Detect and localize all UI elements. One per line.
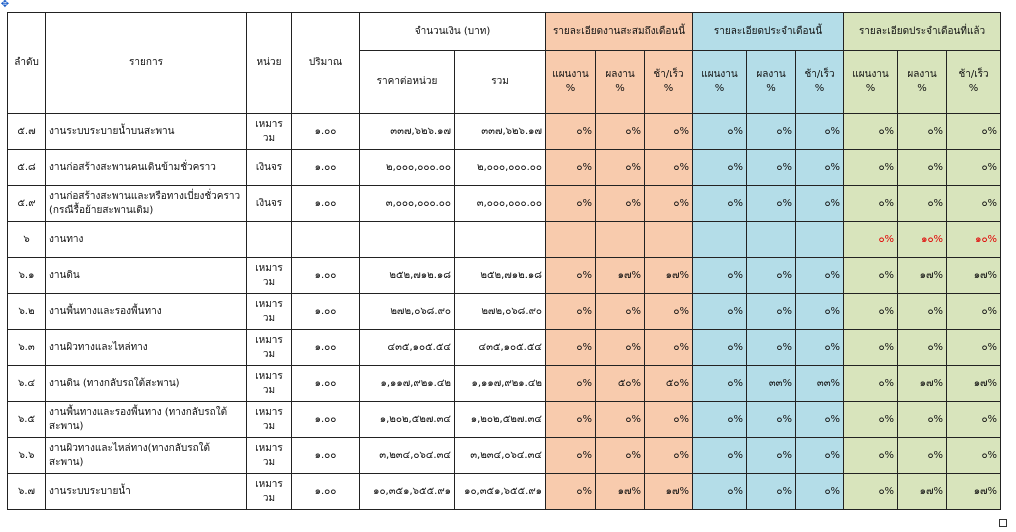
resize-square-icon[interactable] — [999, 519, 1007, 527]
header-last-result: ผลงาน % — [898, 51, 947, 114]
cell-percent[interactable]: ๐% — [693, 258, 747, 294]
cell-percent[interactable]: ๑๗% — [947, 258, 1001, 294]
cell-total[interactable]: ๑๐,๓๕๑,๖๕๕.๙๑ — [455, 474, 546, 510]
cell-percent[interactable]: ๐% — [546, 402, 596, 438]
cell-percent[interactable]: ๐% — [844, 114, 898, 150]
move-arrows-icon[interactable]: ✥ — [0, 0, 10, 10]
cell-total[interactable]: ๓,๐๐๐,๐๐๐.๐๐ — [455, 186, 546, 222]
cell-qty[interactable]: ๑.๐๐ — [292, 114, 360, 150]
cell-percent[interactable]: ๐% — [844, 294, 898, 330]
cell-seq[interactable]: ๖.๑ — [8, 258, 46, 294]
cell-unit-price[interactable]: ๔๓๕,๑๐๕.๕๔ — [360, 330, 455, 366]
cell-percent[interactable]: ๐% — [645, 114, 693, 150]
table-row — [8, 330, 1001, 366]
table-row — [8, 114, 1001, 150]
header-unit-price: ราคาต่อหน่วย — [360, 51, 455, 114]
table-row — [8, 186, 1001, 222]
cell-percent[interactable]: ๑๗% — [898, 366, 947, 402]
cell-percent[interactable]: ๐% — [693, 474, 747, 510]
cell-seq[interactable]: ๕.๘ — [8, 150, 46, 186]
cell-item[interactable]: งานทาง — [46, 222, 247, 258]
header-total: รวม — [455, 51, 546, 114]
cell-total[interactable]: ๑,๒๐๒,๕๒๗.๓๔ — [455, 402, 546, 438]
cell-percent[interactable]: ๐% — [844, 366, 898, 402]
table-row — [8, 294, 1001, 330]
cell-percent[interactable] — [546, 222, 596, 258]
cell-qty[interactable]: ๑.๐๐ — [292, 330, 360, 366]
cell-percent[interactable]: ๐% — [596, 150, 645, 186]
header-qty: ปริมาณ — [292, 13, 360, 114]
cell-qty[interactable]: ๑.๐๐ — [292, 150, 360, 186]
cell-unit-price[interactable] — [360, 222, 455, 258]
progress-table — [7, 12, 1001, 510]
cell-percent[interactable]: ๑๗% — [645, 258, 693, 294]
cell-percent[interactable] — [645, 222, 693, 258]
cell-percent[interactable]: ๐% — [898, 186, 947, 222]
header-month-variance: ช้า/เร็ว % — [796, 51, 844, 114]
cell-percent[interactable]: ๐% — [596, 330, 645, 366]
cell-unit-price[interactable]: ๓,๒๓๔,๐๖๔.๓๔ — [360, 438, 455, 474]
table-body — [8, 114, 1001, 510]
cell-unit-price[interactable]: ๑,๒๐๒,๕๒๗.๓๔ — [360, 402, 455, 438]
cell-unit[interactable]: เหมารวม — [247, 402, 292, 438]
table-row — [8, 366, 1001, 402]
cell-percent[interactable]: ๐% — [796, 114, 844, 150]
cell-percent[interactable]: ๐% — [693, 402, 747, 438]
cell-percent[interactable]: ๑๗% — [596, 474, 645, 510]
cell-unit-price[interactable]: ๓,๐๐๐,๐๐๐.๐๐ — [360, 186, 455, 222]
cell-unit[interactable]: เหมารวม — [247, 366, 292, 402]
cell-unit-price[interactable]: ๑,๑๑๗,๙๒๑.๔๒ — [360, 366, 455, 402]
header-amount-group: จำนวนเงิน (บาท) — [360, 13, 546, 51]
cell-percent[interactable]: ๐% — [947, 438, 1001, 474]
header-group-this-month: รายละเอียดประจำเดือนนี้ — [693, 13, 844, 51]
cell-percent[interactable]: ๐% — [747, 150, 796, 186]
cell-percent[interactable]: ๐% — [898, 330, 947, 366]
cell-item[interactable]: งานพื้นทางและรองพื้นทาง — [46, 294, 247, 330]
cell-percent[interactable]: ๑๗% — [898, 258, 947, 294]
cell-percent[interactable]: ๐% — [693, 150, 747, 186]
cell-unit[interactable]: เหมารวม — [247, 294, 292, 330]
cell-unit[interactable]: เหมารวม — [247, 474, 292, 510]
cell-percent[interactable]: ๐% — [645, 294, 693, 330]
cell-percent[interactable]: ๐% — [596, 402, 645, 438]
cell-seq[interactable]: ๕.๗ — [8, 114, 46, 150]
cell-percent[interactable]: ๐% — [596, 186, 645, 222]
cell-item[interactable]: งานผิวทางและไหล่ทาง(ทางกลับรถใต้สะพาน) — [46, 438, 247, 474]
cell-percent[interactable]: ๑๗% — [596, 258, 645, 294]
table-row — [8, 438, 1001, 474]
cell-percent[interactable]: ๐% — [645, 438, 693, 474]
cell-item[interactable]: งานผิวทางและไหล่ทาง — [46, 330, 247, 366]
cell-qty[interactable]: ๑.๐๐ — [292, 186, 360, 222]
cell-percent[interactable]: ๓๓% — [796, 366, 844, 402]
cell-percent[interactable]: ๐% — [546, 474, 596, 510]
cell-percent[interactable]: ๐% — [947, 114, 1001, 150]
cell-seq[interactable]: ๖.๕ — [8, 402, 46, 438]
cell-unit-price[interactable]: ๑๐,๓๕๑,๖๕๕.๙๑ — [360, 474, 455, 510]
cell-percent[interactable]: ๐% — [844, 186, 898, 222]
cell-percent[interactable]: ๐% — [844, 474, 898, 510]
cell-seq[interactable]: ๖ — [8, 222, 46, 258]
cell-seq[interactable]: ๖.๒ — [8, 294, 46, 330]
cell-item[interactable]: งานก่อสร้างสะพานและหรือทางเบี่ยงชั่วคราว (กรณีรื้อย้ายสะพานเดิม) — [46, 186, 247, 222]
cell-total[interactable]: ๒๕๒,๗๑๒.๑๘ — [455, 258, 546, 294]
cell-percent[interactable]: ๐% — [693, 186, 747, 222]
cell-percent[interactable]: ๐% — [796, 330, 844, 366]
cell-percent[interactable]: ๐% — [796, 258, 844, 294]
cell-percent[interactable]: ๐% — [747, 474, 796, 510]
cell-percent[interactable]: ๑๗% — [947, 366, 1001, 402]
cell-percent[interactable]: ๑๗% — [645, 474, 693, 510]
cell-percent[interactable]: ๐% — [844, 438, 898, 474]
cell-percent[interactable] — [747, 222, 796, 258]
cell-percent[interactable]: ๐% — [546, 330, 596, 366]
cell-percent[interactable]: ๐% — [947, 294, 1001, 330]
cell-unit[interactable]: เงินจร — [247, 150, 292, 186]
cell-percent[interactable]: ๐% — [796, 402, 844, 438]
cell-unit-price[interactable]: ๓๓๗,๖๒๖.๑๗ — [360, 114, 455, 150]
cell-percent[interactable]: ๐% — [898, 438, 947, 474]
cell-percent[interactable]: ๐% — [796, 150, 844, 186]
table-row — [8, 258, 1001, 294]
cell-percent[interactable]: ๕๐% — [645, 366, 693, 402]
cell-qty[interactable]: ๑.๐๐ — [292, 438, 360, 474]
header-item: รายการ — [46, 13, 247, 114]
cell-percent[interactable]: ๐% — [844, 150, 898, 186]
cell-percent[interactable]: ๐% — [747, 114, 796, 150]
cell-percent[interactable]: ๐% — [747, 402, 796, 438]
cell-percent[interactable]: ๐% — [947, 150, 1001, 186]
cell-item[interactable]: งานพื้นทางและรองพื้นทาง (ทางกลับรถใต้สะพาน) — [46, 402, 247, 438]
cell-percent[interactable]: ๐% — [796, 294, 844, 330]
cell-percent[interactable]: ๐% — [747, 258, 796, 294]
cell-qty[interactable]: ๑.๐๐ — [292, 366, 360, 402]
cell-unit[interactable] — [247, 222, 292, 258]
cell-percent[interactable]: ๐% — [747, 186, 796, 222]
cell-percent[interactable]: ๐% — [844, 330, 898, 366]
cell-total[interactable]: ๒๗๒,๐๖๘.๙๐ — [455, 294, 546, 330]
cell-unit-price[interactable]: ๒๕๒,๗๑๒.๑๘ — [360, 258, 455, 294]
cell-percent[interactable]: ๐% — [596, 438, 645, 474]
cell-percent[interactable]: ๐% — [546, 294, 596, 330]
cell-seq[interactable]: ๖.๗ — [8, 474, 46, 510]
header-cum-variance: ช้า/เร็ว % — [645, 51, 693, 114]
cell-percent[interactable]: ๐% — [796, 474, 844, 510]
header-seq: ลำดับ — [8, 13, 46, 114]
cell-item[interactable]: งานดิน — [46, 258, 247, 294]
cell-percent[interactable]: ๑๐% — [898, 222, 947, 258]
cell-percent[interactable]: ๐% — [546, 366, 596, 402]
header-cum-plan: แผนงาน % — [546, 51, 596, 114]
cell-seq[interactable]: ๕.๙ — [8, 186, 46, 222]
cell-percent[interactable]: ๐% — [796, 438, 844, 474]
cell-percent[interactable]: ๐% — [596, 114, 645, 150]
cell-unit[interactable]: เงินจร — [247, 186, 292, 222]
cell-total[interactable]: ๒,๐๐๐,๐๐๐.๐๐ — [455, 150, 546, 186]
cell-total[interactable]: ๑,๑๑๗,๙๒๑.๔๒ — [455, 366, 546, 402]
header-cum-result: ผลงาน % — [596, 51, 645, 114]
cell-unit[interactable]: เหมารวม — [247, 438, 292, 474]
cell-percent[interactable]: ๐% — [596, 294, 645, 330]
cell-percent[interactable]: ๐% — [693, 438, 747, 474]
cell-percent[interactable]: ๐% — [747, 294, 796, 330]
header-last-plan: แผนงาน % — [844, 51, 898, 114]
cell-percent[interactable]: ๐% — [844, 258, 898, 294]
cell-percent[interactable]: ๐% — [947, 402, 1001, 438]
cell-item[interactable]: งานดิน (ทางกลับรถใต้สะพาน) — [46, 366, 247, 402]
table-row — [8, 150, 1001, 186]
cell-percent[interactable]: ๐% — [546, 258, 596, 294]
cell-percent[interactable]: ๕๐% — [596, 366, 645, 402]
cell-percent[interactable]: ๐% — [645, 186, 693, 222]
cell-item[interactable]: งานก่อสร้างสะพานคนเดินข้ามชั่วคราว — [46, 150, 247, 186]
cell-unit[interactable]: เหมารวม — [247, 258, 292, 294]
cell-total[interactable]: ๔๓๕,๑๐๕.๕๔ — [455, 330, 546, 366]
header-group-last-month: รายละเอียดประจำเดือนที่แล้ว — [844, 13, 1001, 51]
header-last-variance: ช้า/เร็ว % — [947, 51, 1001, 114]
header-month-result: ผลงาน % — [747, 51, 796, 114]
cell-percent[interactable]: ๐% — [898, 150, 947, 186]
cell-percent[interactable]: ๐% — [546, 114, 596, 150]
cell-qty[interactable]: ๑.๐๐ — [292, 294, 360, 330]
cell-unit-price[interactable]: ๒๗๒,๐๖๘.๙๐ — [360, 294, 455, 330]
cell-qty[interactable]: ๑.๐๐ — [292, 258, 360, 294]
cell-percent[interactable]: ๑๗% — [947, 474, 1001, 510]
cell-total[interactable] — [455, 222, 546, 258]
cell-percent[interactable]: ๐% — [898, 114, 947, 150]
cell-seq[interactable]: ๖.๖ — [8, 438, 46, 474]
cell-unit-price[interactable]: ๒,๐๐๐,๐๐๐.๐๐ — [360, 150, 455, 186]
cell-total[interactable]: ๓,๒๓๔,๐๖๔.๓๔ — [455, 438, 546, 474]
cell-qty[interactable] — [292, 222, 360, 258]
cell-percent[interactable]: ๐% — [645, 150, 693, 186]
table-row — [8, 474, 1001, 510]
cell-percent[interactable]: ๐% — [947, 186, 1001, 222]
cell-percent[interactable]: ๐% — [898, 402, 947, 438]
cell-percent[interactable]: ๐% — [844, 222, 898, 258]
cell-unit[interactable]: เหมารวม — [247, 114, 292, 150]
cell-percent[interactable] — [693, 222, 747, 258]
cell-seq[interactable]: ๖.๔ — [8, 366, 46, 402]
cell-percent[interactable]: ๐% — [693, 114, 747, 150]
cell-percent[interactable]: ๐% — [693, 366, 747, 402]
cell-percent[interactable]: ๐% — [693, 294, 747, 330]
cell-percent[interactable]: ๑๗% — [898, 474, 947, 510]
cell-percent[interactable]: ๐% — [747, 330, 796, 366]
cell-percent[interactable]: ๐% — [546, 150, 596, 186]
cell-percent[interactable]: ๐% — [747, 438, 796, 474]
cell-seq[interactable]: ๖.๓ — [8, 330, 46, 366]
cell-percent[interactable] — [596, 222, 645, 258]
cell-total[interactable]: ๓๓๗,๖๒๖.๑๗ — [455, 114, 546, 150]
cell-percent[interactable]: ๐% — [546, 186, 596, 222]
cell-percent[interactable]: ๓๓% — [747, 366, 796, 402]
cell-percent[interactable]: ๑๐% — [947, 222, 1001, 258]
table-row — [8, 222, 1001, 258]
cell-percent[interactable]: ๐% — [947, 330, 1001, 366]
cell-percent[interactable]: ๐% — [645, 402, 693, 438]
cell-unit[interactable]: เหมารวม — [247, 330, 292, 366]
cell-percent[interactable]: ๐% — [645, 330, 693, 366]
cell-qty[interactable]: ๑.๐๐ — [292, 474, 360, 510]
cell-item[interactable]: งานระบบระบายน้ำ — [46, 474, 247, 510]
cell-percent[interactable] — [796, 222, 844, 258]
header-unit: หน่วย — [247, 13, 292, 114]
header-month-plan: แผนงาน % — [693, 51, 747, 114]
cell-percent[interactable]: ๐% — [796, 186, 844, 222]
cell-qty[interactable]: ๑.๐๐ — [292, 402, 360, 438]
cell-percent[interactable]: ๐% — [693, 330, 747, 366]
cell-percent[interactable]: ๐% — [898, 294, 947, 330]
header-group-cumulative: รายละเอียดงานสะสมถึงเดือนนี้ — [546, 13, 693, 51]
table-row — [8, 402, 1001, 438]
cell-percent[interactable]: ๐% — [546, 438, 596, 474]
cell-percent[interactable]: ๐% — [844, 402, 898, 438]
cell-item[interactable]: งานระบบระบายน้ำบนสะพาน — [46, 114, 247, 150]
